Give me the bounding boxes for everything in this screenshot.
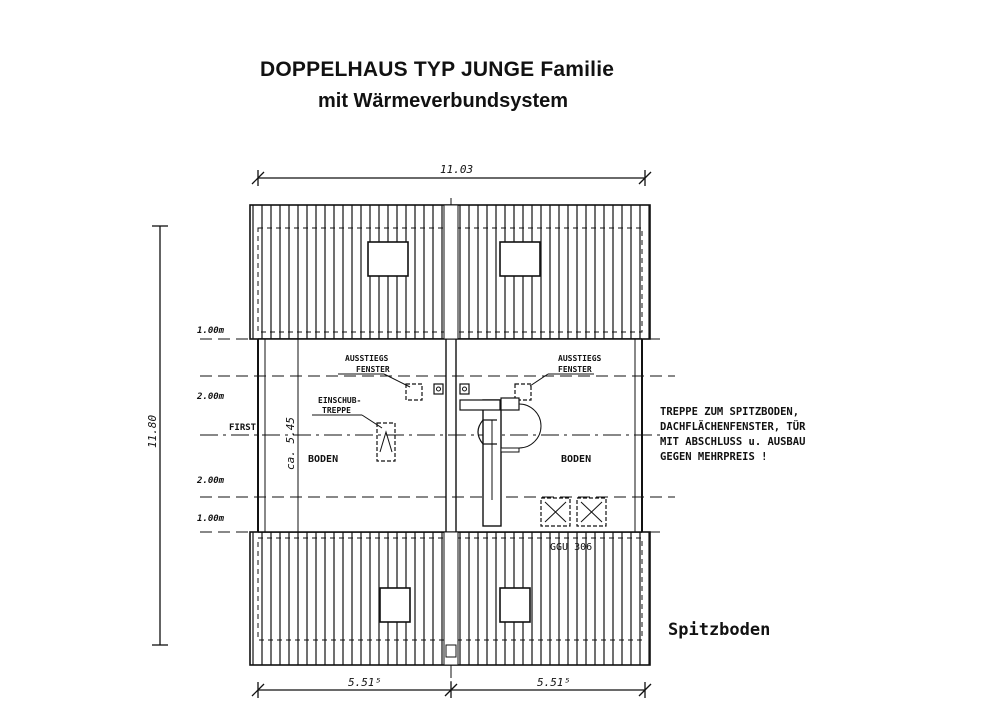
inner-height-label: ca. 5.45	[284, 417, 297, 470]
bottom-dimension	[252, 676, 651, 698]
svg-text:EINSCHUB-: EINSCHUB-	[318, 396, 362, 405]
top-dimension	[252, 163, 651, 186]
half-left-label: 5.51⁵	[348, 676, 382, 689]
svg-text:FENSTER: FENSTER	[356, 365, 390, 374]
svg-text:AUSSTIEGS: AUSSTIEGS	[558, 354, 602, 363]
skylight-bottom-right	[500, 588, 530, 622]
svg-text:TREPPE: TREPPE	[322, 406, 351, 415]
width-total-label: 11.03	[440, 163, 474, 176]
plan-subtitle: mit Wärmeverbundsystem	[318, 90, 569, 112]
level-1m-top-label: 1.00m	[197, 326, 225, 336]
ggu-label: GGU 306	[550, 542, 593, 553]
stair-note	[660, 405, 805, 465]
level-2m-bottom-label: 2.00m	[197, 476, 225, 486]
note-line: DACHFLÄCHENFENSTER, TÜR	[660, 421, 806, 433]
floor-label: Spitzboden	[668, 620, 771, 640]
svg-text:FENSTER: FENSTER	[558, 365, 592, 374]
height-total-label: 11.80	[146, 414, 159, 448]
note-line: GEGEN MEHRPREIS !	[660, 451, 768, 463]
level-1m-bottom-label: 1.00m	[197, 514, 225, 524]
note-line: TREPPE ZUM SPITZBODEN,	[660, 406, 800, 418]
skylight-top-left	[368, 242, 408, 276]
ridge-label: FIRST	[229, 423, 257, 433]
left-dimension	[146, 226, 168, 645]
note-line: MIT ABSCHLUSS u. AUSBAU	[660, 436, 806, 448]
skylight-bottom-left	[380, 588, 410, 622]
svg-text:AUSSTIEGS: AUSSTIEGS	[345, 354, 389, 363]
half-right-label: 5.51⁵	[537, 676, 571, 689]
vent-left	[434, 384, 443, 394]
room-label-right: BODEN	[561, 454, 592, 465]
skylight-top-right	[500, 242, 540, 276]
vent-right	[460, 384, 469, 394]
plan-title: DOPPELHAUS TYP JUNGE Familie	[260, 58, 615, 81]
room-label-left: BODEN	[308, 454, 339, 465]
party-wall	[444, 198, 458, 690]
level-2m-top-label: 2.00m	[197, 392, 225, 402]
